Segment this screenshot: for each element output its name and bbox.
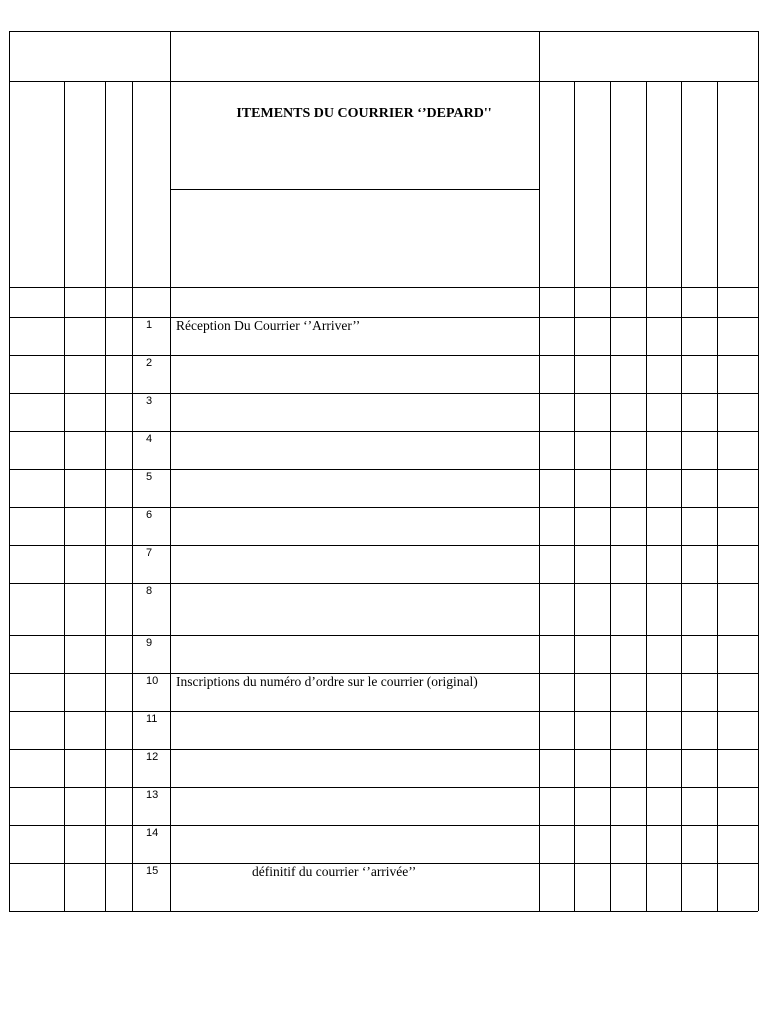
column-rule-right-3 (646, 81, 647, 911)
row-task-text: Inscriptions du numéro d’ordre sur le courrier (original) (176, 674, 478, 689)
table-border-bottom (9, 911, 758, 912)
row-number: 4 (146, 433, 153, 445)
document-title (170, 106, 540, 122)
column-rule-left-2 (105, 81, 106, 911)
row-number: 14 (146, 827, 159, 839)
table-border-left (9, 31, 10, 911)
row-number: 10 (146, 675, 159, 687)
column-rule-right-5 (717, 81, 718, 911)
column-rule-task-right (539, 31, 540, 911)
row-number: 9 (146, 637, 153, 649)
row-number: 8 (146, 585, 153, 597)
row-task-text: définitif du courrier ‘’arrivée’’ (252, 864, 417, 879)
row-number: 11 (146, 713, 158, 725)
row-number: 12 (146, 751, 159, 763)
row-number: 7 (146, 547, 153, 559)
title-cell-divider (170, 189, 539, 190)
row-number: 5 (146, 471, 153, 483)
row-number: 13 (146, 789, 159, 801)
column-rule-right-1 (574, 81, 575, 911)
column-rule-task-left (170, 31, 171, 911)
row-task-text: Réception Du Courrier ‘’Arriver’’ (176, 318, 361, 333)
column-rule-right-2 (610, 81, 611, 911)
table-border-right (758, 31, 759, 911)
row-number: 3 (146, 395, 153, 407)
column-rule-right-4 (681, 81, 682, 911)
column-rule-left-3 (132, 81, 133, 911)
row-number: 6 (146, 509, 153, 521)
column-rule-left-1 (64, 81, 65, 911)
row-number: 15 (146, 865, 159, 877)
row-number: 2 (146, 357, 153, 369)
table-border-top (9, 31, 758, 32)
document-title-text: ITEMENTS DU COURRIER ‘’DEPARD'' (236, 106, 492, 121)
row-number: 1 (146, 319, 153, 331)
